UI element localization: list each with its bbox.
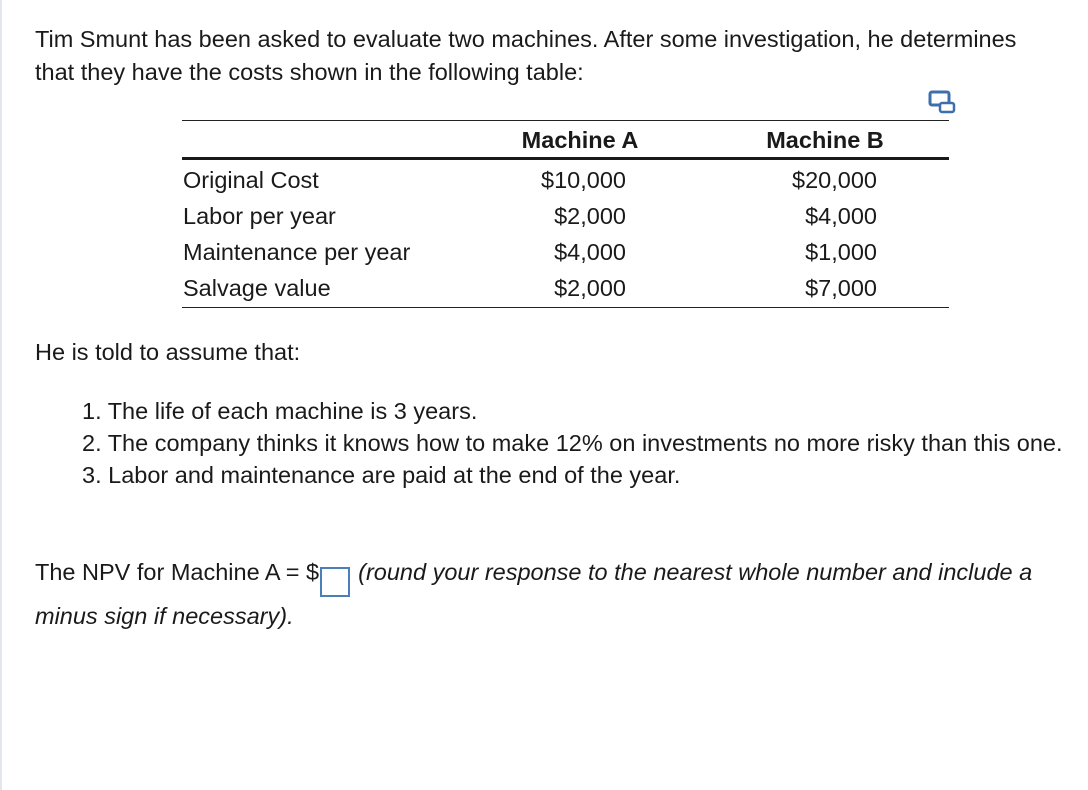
- table-row: [0, 201, 1088, 237]
- npv-prompt: The NPV for Machine A = $: [35, 559, 320, 585]
- table-header-rule: [182, 157, 949, 160]
- table-top-rule: [182, 120, 949, 121]
- npv-answer-input[interactable]: [320, 567, 350, 597]
- npv-question: [35, 553, 1045, 635]
- row-label: Salvage value: [183, 275, 331, 301]
- column-header-machine-b: Machine B: [766, 127, 884, 153]
- row-label: Labor per year: [183, 203, 336, 229]
- problem-intro: Tim Smunt has been asked to evaluate two machines. After some investigation, he determines that they have the costs shown in the following table:: [35, 26, 1017, 85]
- machine-b-value: $20,000: [792, 167, 877, 193]
- machine-a-value: $4,000: [554, 239, 626, 265]
- machine-b-value: $1,000: [805, 239, 877, 265]
- table-row: [0, 273, 1088, 309]
- row-label: Maintenance per year: [183, 239, 411, 265]
- machine-a-value: $10,000: [541, 167, 626, 193]
- machine-a-value: $2,000: [554, 275, 626, 301]
- assumptions-list: [82, 395, 1072, 491]
- list-item: 2. The company thinks it knows how to make 12% on investments no more risky than this one.: [82, 430, 1063, 456]
- left-border: [0, 0, 2, 790]
- table-row: [0, 237, 1088, 273]
- row-label: Original Cost: [183, 167, 319, 193]
- table-bottom-rule: [182, 307, 949, 308]
- list-item: 1. The life of each machine is 3 years.: [82, 398, 478, 424]
- machine-b-value: $4,000: [805, 203, 877, 229]
- machine-a-value: $2,000: [554, 203, 626, 229]
- rounding-instruction: (round your response to the nearest whole number and include a minus sign if necessary).: [35, 559, 1033, 629]
- copy-table-icon[interactable]: [928, 90, 958, 114]
- table-row: [0, 165, 1088, 201]
- assumptions-lead: He is told to assume that:: [35, 339, 301, 365]
- column-header-machine-a: Machine A: [521, 127, 639, 153]
- machine-b-value: $7,000: [805, 275, 877, 301]
- list-item: 3. Labor and maintenance are paid at the end of the year.: [82, 462, 681, 488]
